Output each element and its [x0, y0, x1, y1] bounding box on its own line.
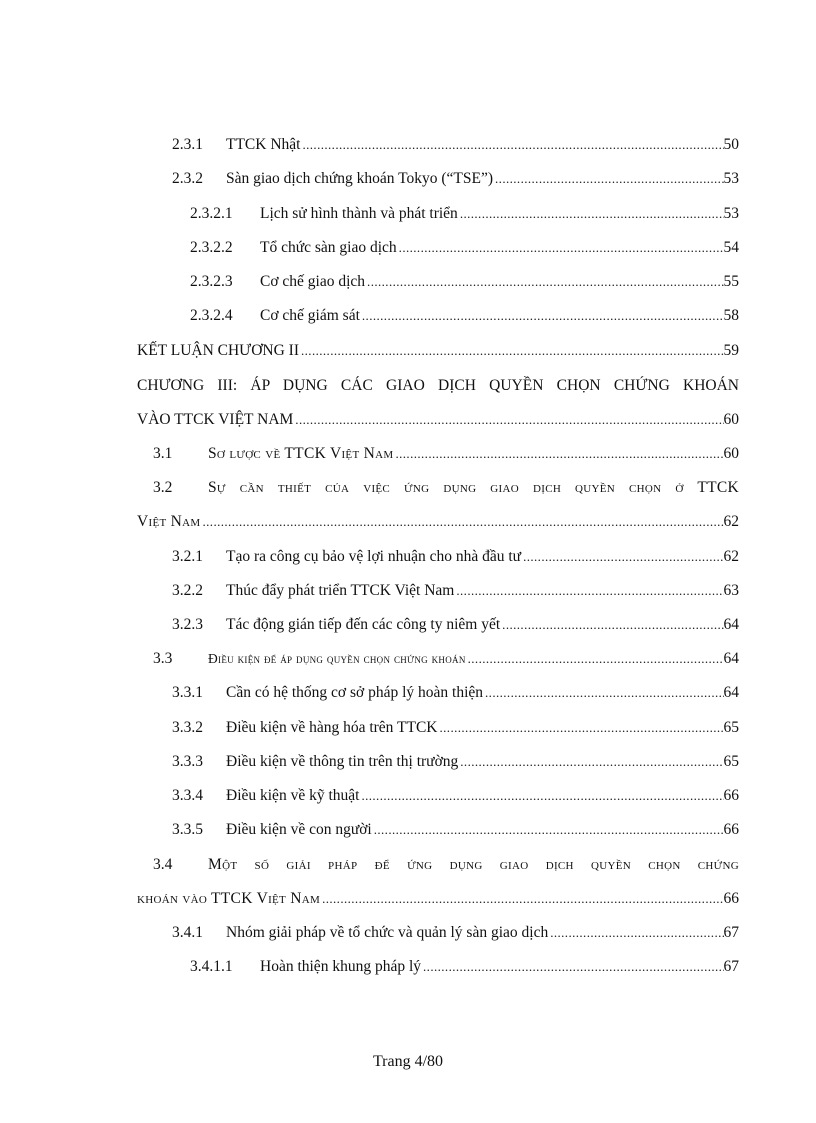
toc-leader-dots — [485, 676, 723, 710]
toc-entry-title: Tổ chức sàn giao dịch — [260, 239, 397, 256]
toc-entry[interactable] — [0, 608, 816, 642]
toc-entry-number: 3.4 — [153, 856, 173, 873]
toc-entry[interactable] — [0, 711, 816, 745]
toc-leader-dots — [440, 711, 724, 745]
toc-entry-number: 3.2 — [153, 479, 173, 496]
toc-leader-dots — [362, 299, 724, 333]
toc-entry[interactable] — [0, 299, 816, 333]
toc-leader-dots — [502, 608, 723, 642]
toc-leader-dots — [550, 916, 723, 950]
toc-entry[interactable] — [0, 471, 816, 505]
toc-entry-number: 2.3.2.1 — [190, 205, 233, 222]
toc-entry-page: 55 — [723, 273, 739, 290]
toc-entry-page: 60 — [723, 411, 739, 428]
toc-entry-title: Sơ lược về TTCK Việt Nam — [208, 445, 394, 462]
toc-entry[interactable] — [0, 265, 816, 299]
toc-entry[interactable] — [0, 779, 816, 813]
toc-entry-number: 2.3.2.4 — [190, 307, 233, 324]
toc-entry-number: 3.2.3 — [172, 616, 203, 633]
toc-entry-page: 64 — [723, 616, 739, 633]
toc-entry-title: Cần có hệ thống cơ sở pháp lý hoàn thiện — [226, 684, 484, 701]
toc-entry-cont[interactable] — [0, 505, 816, 539]
toc-leader-dots — [523, 540, 723, 574]
toc-entry-page: 64 — [723, 684, 739, 701]
page-footer: Trang 4/80 — [372, 1053, 444, 1070]
toc-entry-title: Cơ chế giám sát — [260, 307, 360, 324]
toc-entry-title: Nhóm giải pháp về tổ chức và quản lý sàn giao dịch — [226, 924, 549, 941]
toc-entry[interactable] — [0, 848, 816, 882]
toc-entry-page: 66 — [723, 821, 739, 838]
toc-entry-number: 3.1 — [153, 445, 173, 462]
toc-entry-page: 67 — [723, 924, 739, 941]
toc-leader-dots — [460, 197, 724, 231]
toc-leader-dots — [302, 128, 723, 162]
toc-entry-title-line1: Một số giải pháp để ứng dụng giao dịch quyền chọn chứng — [208, 856, 739, 873]
toc-entry-chapter-conclusion[interactable] — [0, 334, 816, 368]
toc-entry-title: Điều kiện về con người — [226, 821, 372, 838]
toc-entry[interactable] — [0, 745, 816, 779]
toc-leader-dots — [361, 779, 723, 813]
toc-leader-dots — [203, 505, 724, 539]
toc-entry-title: TTCK Nhật — [226, 136, 301, 153]
toc-leader-dots — [301, 334, 724, 368]
toc-entry[interactable] — [0, 916, 816, 950]
toc-leader-dots — [322, 882, 723, 916]
toc-entry-title-line2: Việt Nam — [137, 513, 201, 530]
toc-entry-title: Hoàn thiện khung pháp lý — [260, 958, 422, 975]
toc-leader-dots — [423, 950, 723, 984]
toc-entry-page: 65 — [723, 753, 739, 770]
toc-entry-page: 60 — [723, 445, 739, 462]
toc-entry-number: 3.2.1 — [172, 548, 203, 565]
toc-entry-chapter-heading-cont[interactable] — [0, 403, 816, 437]
toc-entry-page: 66 — [723, 890, 739, 907]
toc-entry-number: 3.3.2 — [172, 719, 203, 736]
toc-entry-page: 66 — [723, 787, 739, 804]
toc-entry-number: 2.3.2 — [172, 170, 203, 187]
toc-entry-number: 3.3.5 — [172, 821, 203, 838]
toc-entry[interactable] — [0, 197, 816, 231]
toc-entry-page: 58 — [723, 307, 739, 324]
toc-entry-title: Điều kiện để áp dụng quyền chọn chứng khoán — [208, 651, 466, 666]
toc-leader-dots — [495, 162, 723, 196]
toc-entry-page: 53 — [723, 205, 739, 222]
toc-entry-number: 2.3.1 — [172, 136, 203, 153]
toc-entry-number: 3.3.3 — [172, 753, 203, 770]
toc-entry[interactable] — [0, 813, 816, 847]
toc-entry-title: Sàn giao dịch chứng khoán Tokyo (“TSE”) — [226, 170, 494, 187]
toc-entry-title: Điều kiện về hàng hóa trên TTCK — [226, 719, 438, 736]
toc-leader-dots — [460, 745, 723, 779]
toc-entry-title-line2: VÀO TTCK VIỆT NAM — [137, 411, 294, 428]
toc-entry[interactable] — [0, 231, 816, 265]
toc-entry-title: Thúc đẩy phát triển TTCK Việt Nam — [226, 582, 455, 599]
toc-entry-number: 3.4.1 — [172, 924, 203, 941]
toc-entry[interactable] — [0, 950, 816, 984]
toc-entry-cont[interactable] — [0, 882, 816, 916]
toc-entry[interactable] — [0, 642, 816, 676]
toc-entry-page: 67 — [723, 958, 739, 975]
toc-entry-title: Cơ chế giao dịch — [260, 273, 366, 290]
toc-entry-page: 63 — [723, 582, 739, 599]
toc-entry[interactable] — [0, 676, 816, 710]
toc-entry-page: 62 — [723, 513, 739, 530]
toc-entry-number: 3.3.1 — [172, 684, 203, 701]
toc-entry-title-line1: Sự cần thiết của việc ứng dụng giao dịch quyền chọn ở TTCK — [208, 479, 739, 496]
toc-leader-dots — [456, 574, 723, 608]
toc-entry[interactable] — [0, 162, 816, 196]
toc-entry-title: Tác động gián tiếp đến các công ty niêm yết — [226, 616, 501, 633]
toc-leader-dots — [374, 813, 724, 847]
toc-entry-page: 59 — [723, 342, 739, 359]
toc-entry[interactable] — [0, 437, 816, 471]
toc-leader-dots — [468, 642, 724, 676]
toc-entry-number: 2.3.2.3 — [190, 273, 233, 290]
toc-entry-page: 65 — [723, 719, 739, 736]
toc-entry[interactable] — [0, 540, 816, 574]
toc-entry-number: 2.3.2.2 — [190, 239, 233, 256]
toc-leader-dots — [295, 403, 723, 437]
toc-entry-title: Điều kiện về thông tin trên thị trường — [226, 753, 459, 770]
toc-entry-page: 54 — [723, 239, 739, 256]
toc-entry-number: 3.3 — [153, 650, 173, 667]
toc-entry-title-line1: CHƯƠNG III: ÁP DỤNG CÁC GIAO DỊCH QUYỀN CHỌN CHỨNG KHOÁN — [137, 377, 739, 394]
toc-entry-number: 3.4.1.1 — [190, 958, 233, 975]
toc-entry-page: 64 — [723, 650, 739, 667]
toc-leader-dots — [399, 231, 724, 265]
toc-entry-chapter-heading[interactable] — [0, 369, 816, 403]
toc-entry-page: 62 — [723, 548, 739, 565]
toc-entry-number: 3.2.2 — [172, 582, 203, 599]
toc-entry-title: KẾT LUẬN CHƯƠNG II — [137, 342, 299, 359]
toc-entry-page: 50 — [723, 136, 739, 153]
toc-entry-title-line2: khoán vào TTCK Việt Nam — [137, 890, 321, 907]
toc-entry-page: 53 — [723, 170, 739, 187]
toc-entry[interactable] — [0, 128, 816, 162]
toc-leader-dots — [367, 265, 723, 299]
toc-entry-title: Điều kiện về kỹ thuật — [226, 787, 360, 804]
toc-entry-number: 3.3.4 — [172, 787, 203, 804]
toc-leader-dots — [395, 437, 723, 471]
toc-entry-title: Lịch sử hình thành và phát triển — [260, 205, 458, 222]
toc-entry-title: Tạo ra công cụ bảo vệ lợi nhuận cho nhà đầu tư — [226, 548, 522, 565]
toc-entry[interactable] — [0, 574, 816, 608]
